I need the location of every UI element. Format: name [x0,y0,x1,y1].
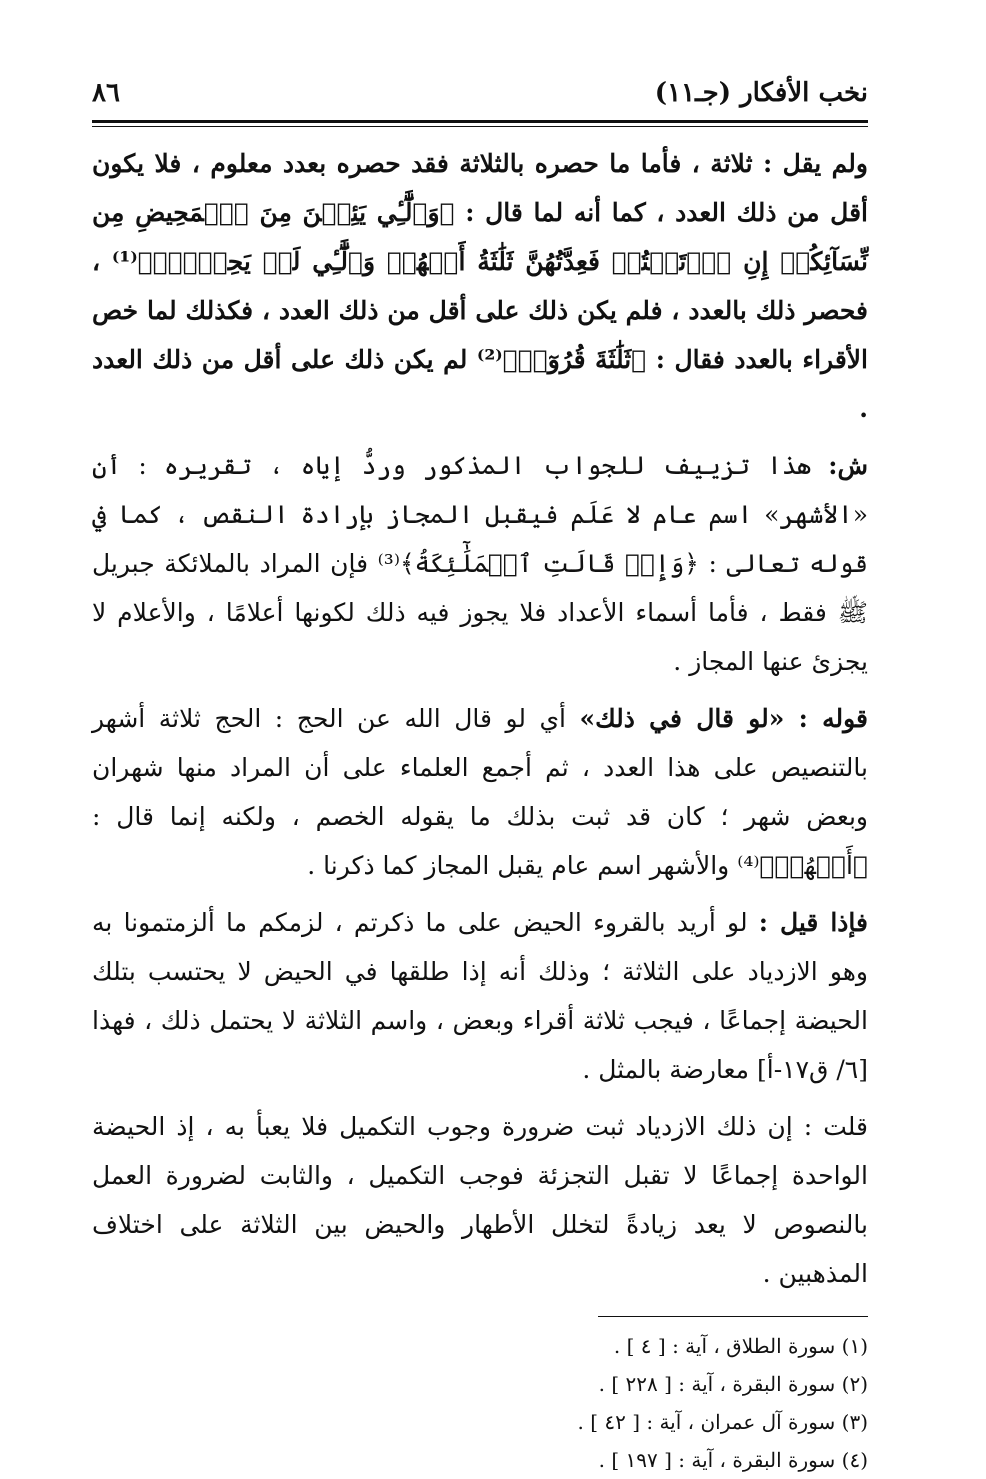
running-header [92,78,868,118]
book-title: نخب الأفكار (جـ١١) [654,78,868,108]
paragraph-4 [92,898,868,1094]
paragraph-1 [92,139,868,433]
paragraph-1-text: ولم يقل : ثلاثة ، فأما ما حصره بالثلاثة فقد حصره بعدد معلوم ، فلا يكون أقل من ذلك العدد ، كما أنه لما قال : ﴿وَٱلَّٰٓـِٔي يَئِسۡنَ مِنَ ٱلۡمَحِيضِ مِن نِّسَآئِكُمۡ إِنِ ٱرۡتَبۡتُمۡ فَعِدَّتُهُنَّ ثَلَٰثَةُ أَشۡهُرٖ وَٱلَّٰٓـِٔي لَمۡ يَحِضۡنَۚ﴾⁽¹⁾ ، فحصر ذلك بالعدد ، فلم يكن ذلك على أقل من ذلك العدد ، فكذلك لما خص الأقراء بالعدد فقال : ﴿ثَلَٰثَةَ قُرُوٓءٖ﴾⁽²⁾ لم يكن ذلك على أقل من ذلك العدد . [92,149,868,423]
footnote-1: (١) سورة الطلاق ، آية : [ ٤ ] . [613,1334,868,1358]
footnote-2: (٢) سورة البقرة ، آية : [ ٢٢٨ ] . [598,1372,868,1396]
footnote-separator [598,1316,868,1317]
paragraph-3 [92,694,868,890]
paragraph-5-text: قلت : إن ذلك الازدياد ثبت ضرورة وجوب التكميل فلا يعبأ به ، إذ الحيضة الواحدة إجماعًا لا تقبل التجزئة فوجب التكميل ، والثابت لضرورة العمل بالنصوص لا يعد زيادةً لتخلل الأطهار والحيض بين الثلاثة على اختلاف المذهبين . [92,1112,868,1288]
footnote-3: (٣) سورة آل عمران ، آية : [ ٤٢ ] . [577,1410,868,1434]
paragraph-4-text: لو أريد بالقروء الحيض على ما ذكرتم ، لزمكم ما ألزمتمونا به وهو الازدياد على الثلاثة ؛ وذلك أنه إذا طلقها في الحيض لا يحتسب بتلك الحيضة إجماعًا ، فيجب ثلاثة أقراء وبعض ، واسم الثلاثة لا يحتمل ذلك ، فهذا [٦/ ق١٧-أ] معارضة بالمثل . [92,908,868,1084]
paragraph-2-text: هذا تزييف للجواب المذكور وردُّ إياه ، تقريره : أن «الأشهر» اسم عام لا عَلَم فيقبل المجاز بإرادة النقص ، كما في قوله تعالى : ﴿وَإِذۡ قَالَتِ ٱلۡمَلَٰٓئِكَةُ﴾⁽³⁾ فإن المراد بالملائكة جبريل ﷺ فقط ، فأما أسماء الأعداد فلا يجوز فيه ذلك لكونها أعلامًا ، والأعلام لا يجزئ عنها المجاز . [92,451,868,676]
paragraph-2 [92,441,868,686]
paragraph-4-lead: فإذا قيل : [758,908,868,937]
paragraph-3-lead: قوله : «لو قال في ذلك» [579,704,868,733]
header-rule-thick [92,120,868,123]
page [92,78,868,1479]
paragraph-3-text: أي لو قال الله عن الحج : الحج ثلاثة أشهر بالتنصيص على هذا العدد ، ثم أجمع العلماء على أن المراد منها شهران وبعض شهر ؛ كان قد ثبت بذلك ما يقوله الخصم ، ولكنه إنما قال : ﴿أَشۡهُرٞ﴾⁽⁴⁾ والأشهر اسم عام يقبل المجاز كما ذكرنا . [92,704,868,880]
page-number: ٨٦ [92,78,120,108]
paragraph-5 [92,1102,868,1298]
footnote-4: (٤) سورة البقرة ، آية : [ ١٩٧ ] . [598,1448,868,1472]
header-rule-thin [92,126,868,127]
paragraph-2-lead: ش: [828,451,868,480]
